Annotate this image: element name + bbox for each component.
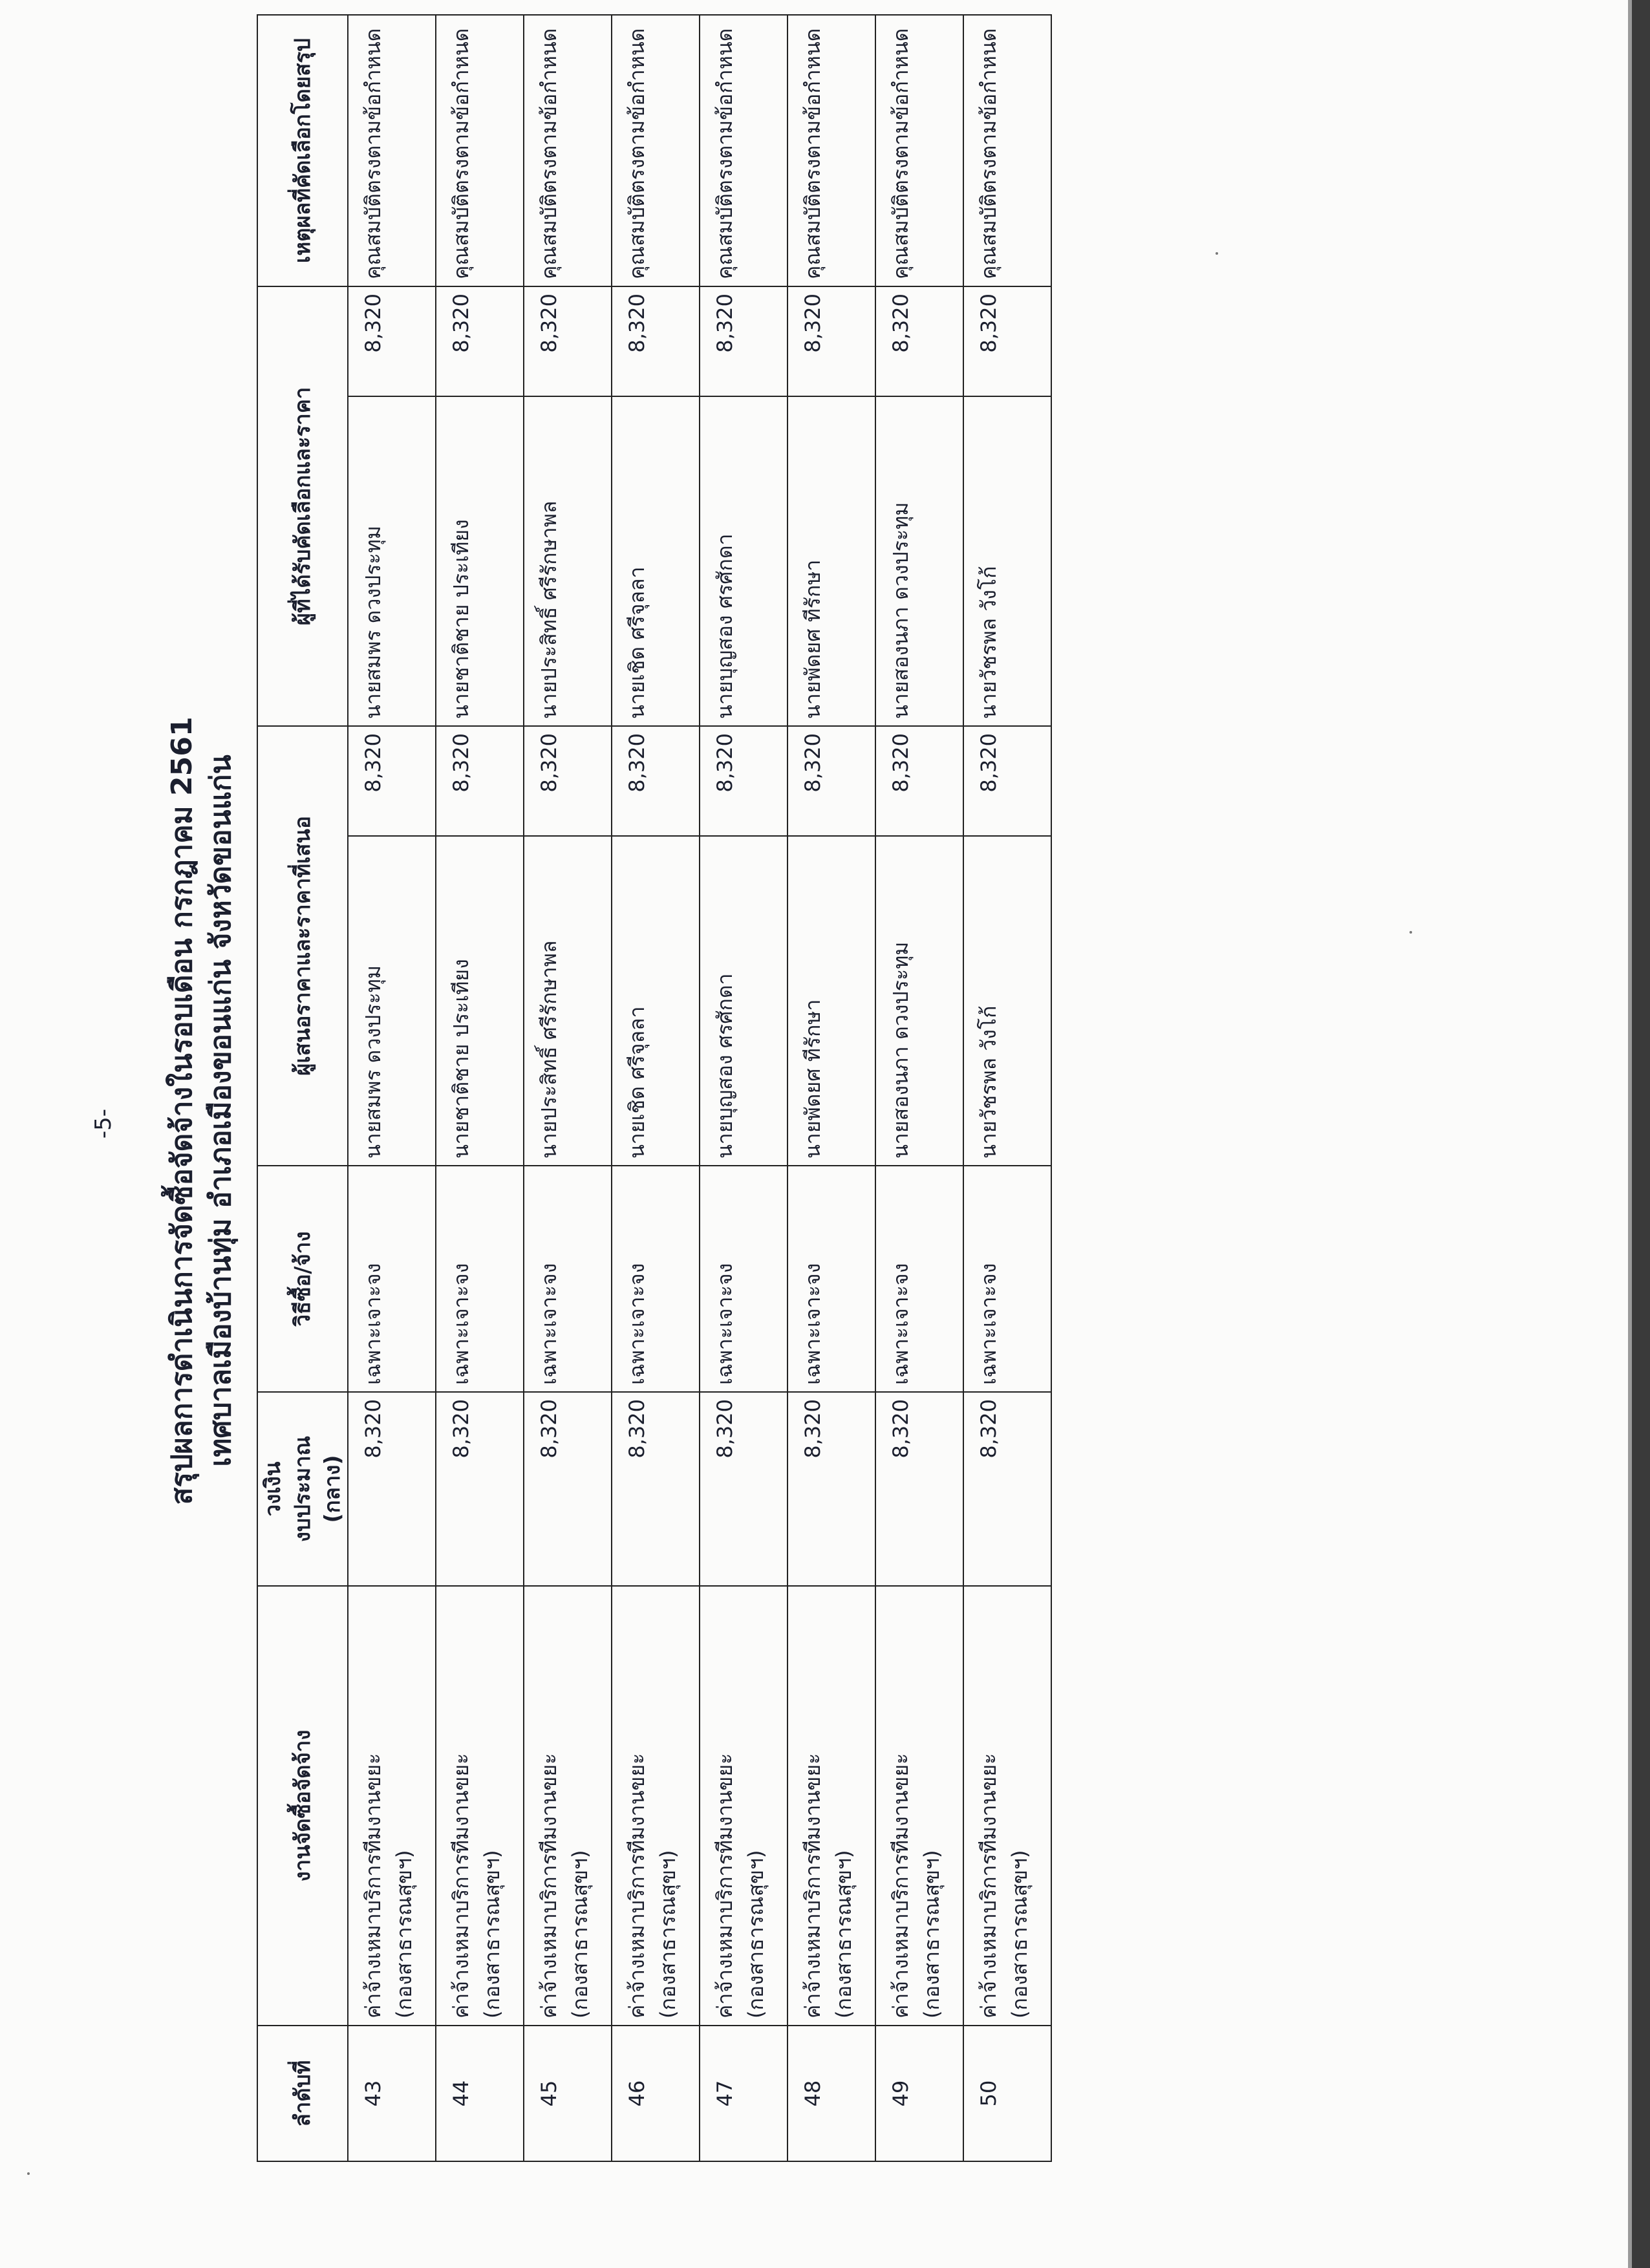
cell-budget: 8,320 xyxy=(524,1392,612,1586)
cell-seq: 49 xyxy=(875,2026,963,2161)
item-title: ค่าจ้างเหมาบริการทีมงานขยะ xyxy=(361,1753,385,2018)
cell-winner: นายสองนภา ดวงประทุม xyxy=(875,396,963,726)
item-department: (กองสาธารณสุขฯ) xyxy=(568,1850,592,2018)
cell-seq: 43 xyxy=(348,2026,436,2161)
page-number: -5- xyxy=(91,1108,116,1139)
cell-item xyxy=(700,1586,788,2026)
cell-bidder: นายสองนภา ดวงประทุม xyxy=(875,836,963,1166)
cell-seq: 48 xyxy=(788,2026,875,2161)
item-department: (กองสาธารณสุขฯ) xyxy=(480,1850,504,2018)
cell-bid-price: 8,320 xyxy=(963,726,1051,836)
cell-budget: 8,320 xyxy=(348,1392,436,1586)
table-row xyxy=(963,15,1051,2161)
cell-bidder: นายสมพร ดวงประทุม xyxy=(348,836,436,1166)
cell-bid-price: 8,320 xyxy=(348,726,436,836)
cell-bid-price: 8,320 xyxy=(436,726,524,836)
cell-winner: นายสมพร ดวงประทุม xyxy=(348,396,436,726)
cell-win-price: 8,320 xyxy=(700,286,788,396)
cell-item xyxy=(963,1586,1051,2026)
header-budget-line3: (กลาง) xyxy=(319,1455,345,1523)
cell-reason: คุณสมบัติตรงตามข้อกำหนด xyxy=(963,15,1051,286)
cell-win-price: 8,320 xyxy=(436,286,524,396)
cell-item xyxy=(875,1586,963,2026)
cell-bidder: นายบุญสอง ศรศักดา xyxy=(700,836,788,1166)
cell-bidder: นายพัดยศ ทีรักษา xyxy=(788,836,875,1166)
item-title: ค่าจ้างเหมาบริการทีมงานขยะ xyxy=(537,1753,561,2018)
cell-bid-price: 8,320 xyxy=(612,726,700,836)
cell-bid-price: 8,320 xyxy=(700,726,788,836)
procurement-table xyxy=(257,14,1052,2162)
cell-bidder: นายเชิด ศรีจุลลา xyxy=(612,836,700,1166)
cell-budget: 8,320 xyxy=(700,1392,788,1586)
item-title: ค่าจ้างเหมาบริการทีมงานขยะ xyxy=(888,1753,913,2018)
item-department: (กองสาธารณสุขฯ) xyxy=(392,1850,416,2018)
cell-method: เฉพาะเจาะจง xyxy=(788,1166,875,1392)
cell-win-price: 8,320 xyxy=(524,286,612,396)
cell-budget: 8,320 xyxy=(612,1392,700,1586)
item-department: (กองสาธารณสุขฯ) xyxy=(744,1850,768,2018)
cell-seq: 50 xyxy=(963,2026,1051,2161)
cell-bid-price: 8,320 xyxy=(875,726,963,836)
item-title: ค่าจ้างเหมาบริการทีมงานขยะ xyxy=(800,1753,825,2018)
cell-reason: คุณสมบัติตรงตามข้อกำหนด xyxy=(700,15,788,286)
document-subtitle: เทศบาลเมืองบ้านทุ่ม อำเภอเมืองขอนแก่น จังหวัดขอนแก่น xyxy=(204,754,237,1467)
cell-item xyxy=(788,1586,875,2026)
cell-winner: นายพัดยศ ทีรักษา xyxy=(788,396,875,726)
cell-winner: นายวัชรพล วังโก้ xyxy=(963,396,1051,726)
cell-method: เฉพาะเจาะจง xyxy=(963,1166,1051,1392)
header-bidders: ผู้เสนอราคาและราคาที่เสนอ xyxy=(257,726,348,1166)
cell-item xyxy=(612,1586,700,2026)
table-row xyxy=(612,15,700,2161)
cell-win-price: 8,320 xyxy=(875,286,963,396)
cell-method: เฉพาะเจาะจง xyxy=(436,1166,524,1392)
cell-item xyxy=(436,1586,524,2026)
cell-winner: นายบุญสอง ศรศักดา xyxy=(700,396,788,726)
header-method: วิธีซื้อ/จ้าง xyxy=(257,1166,348,1392)
cell-seq: 46 xyxy=(612,2026,700,2161)
table-header-row xyxy=(257,15,348,2161)
cell-reason: คุณสมบัติตรงตามข้อกำหนด xyxy=(524,15,612,286)
document-title: สรุปผลการดำเนินการจัดซื้อจัดจ้างในรอบเดือน กรกฎาคม 2561 xyxy=(166,716,198,1505)
table-row xyxy=(875,15,963,2161)
cell-bid-price: 8,320 xyxy=(524,726,612,836)
header-winner: ผู้ที่ได้รับคัดเลือกและราคา xyxy=(257,286,348,726)
cell-winner: นายประสิทธิ์ ศรีรักษาพล xyxy=(524,396,612,726)
item-title: ค่าจ้างเหมาบริการทีมงานขยะ xyxy=(625,1753,649,2018)
cell-bidder: นายประสิทธิ์ ศรีรักษาพล xyxy=(524,836,612,1166)
item-title: ค่าจ้างเหมาบริการทีมงานขยะ xyxy=(449,1753,473,2018)
cell-method: เฉพาะเจาะจง xyxy=(612,1166,700,1392)
cell-bid-price: 8,320 xyxy=(788,726,875,836)
cell-item xyxy=(348,1586,436,2026)
cell-budget: 8,320 xyxy=(436,1392,524,1586)
header-item: งานจัดซื้อจัดจ้าง xyxy=(257,1586,348,2026)
cell-seq: 44 xyxy=(436,2026,524,2161)
item-department: (กองสาธารณสุขฯ) xyxy=(656,1850,680,2018)
item-department: (กองสาธารณสุขฯ) xyxy=(1007,1850,1032,2018)
table-body xyxy=(348,15,1051,2161)
header-budget-line1: วงเงิน xyxy=(260,1461,285,1517)
table-row xyxy=(524,15,612,2161)
item-title: ค่าจ้างเหมาบริการทีมงานขยะ xyxy=(976,1753,1001,2018)
cell-budget: 8,320 xyxy=(963,1392,1051,1586)
item-department: (กองสาธารณสุขฯ) xyxy=(919,1850,944,2018)
table-row xyxy=(348,15,436,2161)
cell-reason: คุณสมบัติตรงตามข้อกำหนด xyxy=(612,15,700,286)
cell-reason: คุณสมบัติตรงตามข้อกำหนด xyxy=(436,15,524,286)
cell-method: เฉพาะเจาะจง xyxy=(875,1166,963,1392)
cell-win-price: 8,320 xyxy=(348,286,436,396)
cell-method: เฉพาะเจาะจง xyxy=(348,1166,436,1392)
cell-method: เฉพาะเจาะจง xyxy=(700,1166,788,1392)
cell-budget: 8,320 xyxy=(875,1392,963,1586)
cell-win-price: 8,320 xyxy=(788,286,875,396)
table-row xyxy=(700,15,788,2161)
cell-bidder: นายชาติชาย ประเทียง xyxy=(436,836,524,1166)
cell-winner: นายชาติชาย ประเทียง xyxy=(436,396,524,726)
cell-win-price: 8,320 xyxy=(612,286,700,396)
item-department: (กองสาธารณสุขฯ) xyxy=(831,1850,856,2018)
cell-bidder: นายวัชรพล วังโก้ xyxy=(963,836,1051,1166)
cell-seq: 45 xyxy=(524,2026,612,2161)
cell-budget: 8,320 xyxy=(788,1392,875,1586)
cell-method: เฉพาะเจาะจง xyxy=(524,1166,612,1392)
table-row xyxy=(788,15,875,2161)
cell-win-price: 8,320 xyxy=(963,286,1051,396)
header-budget-line2: งบประมาณ xyxy=(290,1435,315,1543)
table-row xyxy=(436,15,524,2161)
cell-reason: คุณสมบัติตรงตามข้อกำหนด xyxy=(348,15,436,286)
cell-seq: 47 xyxy=(700,2026,788,2161)
header-reason: เหตุผลที่คัดเลือกโดยสรุป xyxy=(257,15,348,286)
cell-reason: คุณสมบัติตรงตามข้อกำหนด xyxy=(875,15,963,286)
item-title: ค่าจ้างเหมาบริการทีมงานขยะ xyxy=(712,1753,737,2018)
cell-winner: นายเชิด ศรีจุลลา xyxy=(612,396,700,726)
cell-item xyxy=(524,1586,612,2026)
header-budget xyxy=(257,1392,348,1586)
cell-reason: คุณสมบัติตรงตามข้อกำหนด xyxy=(788,15,875,286)
header-seq: ลำดับที่ xyxy=(257,2026,348,2161)
